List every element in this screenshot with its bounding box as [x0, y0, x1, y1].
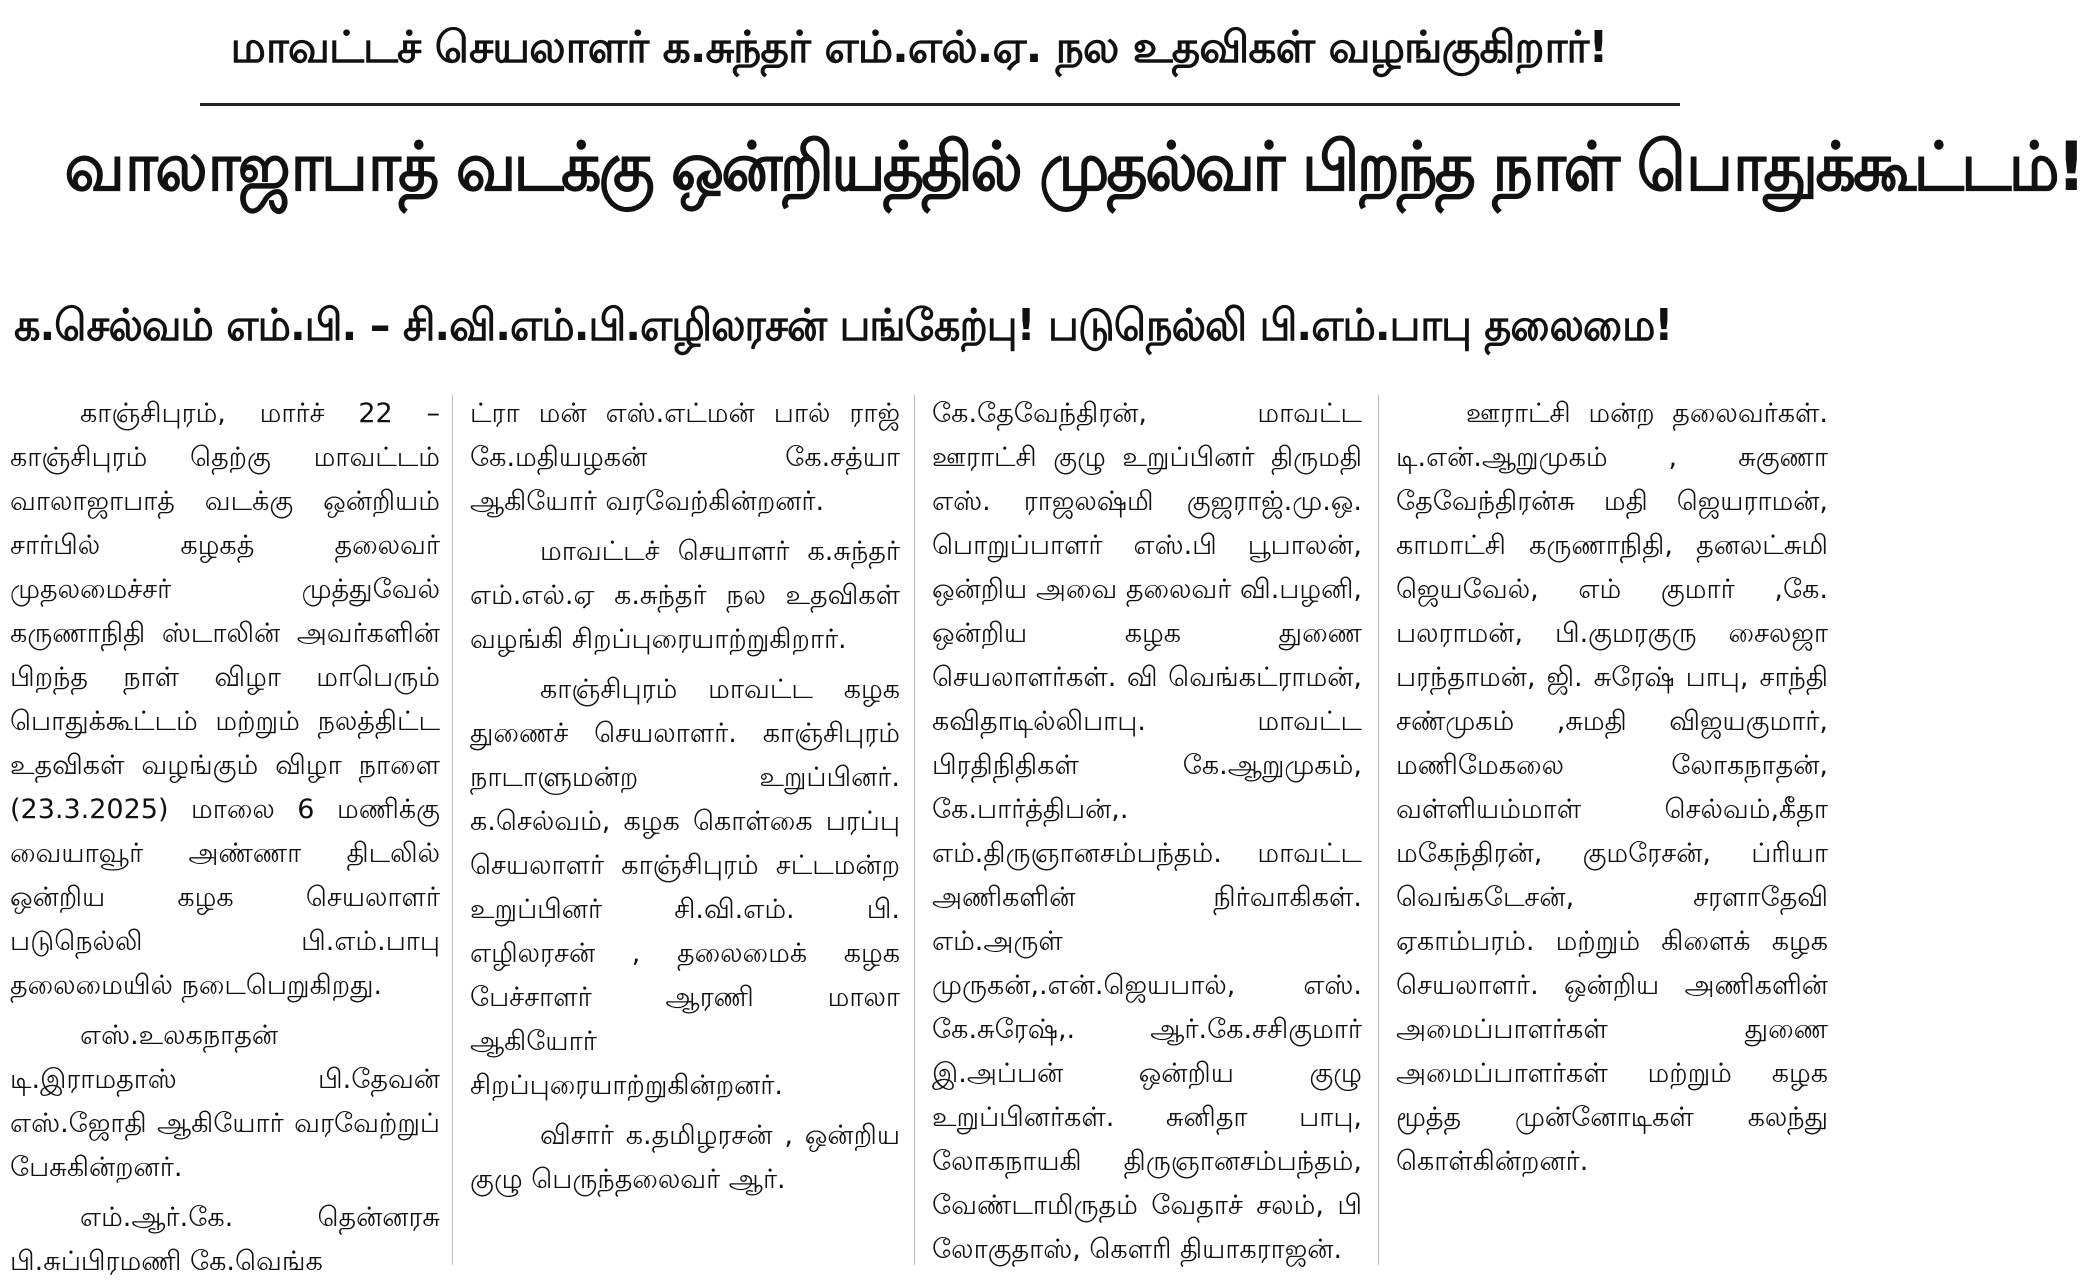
paragraph: எம்.ஆர்.கே. தென்னரசு பி.சுப்பிரமணி கே.வெங்க [10, 1202, 440, 1277]
paragraph: விசார் க.தமிழரசன் , ஒன்றிய குழு பெருந்தலைவர் ஆர். [470, 1120, 900, 1195]
article-column-3 [932, 392, 1362, 1272]
kicker-headline: மாவட்டச் செயலாளர் க.சுந்தர் எம்.எல்.ஏ. நல உதவிகள் வழங்குகிறார்! [230, 22, 1608, 73]
paragraph: ட்ரா மன் எஸ்.எட்மன் பால் ராஜ் கே.மதியழகன் கே.சத்யா ஆகியோர் வரவேற்கின்றனர். [470, 398, 900, 517]
article-column-4 [1396, 392, 1828, 1272]
paragraph: கே.தேவேந்திரன், மாவட்ட ஊராட்சி குழு உறுப்பினர் திருமதி எஸ். ராஜலஷ்மி குஜராஜ்.மு.ஒ. பொறுப்பாளர் எஸ்.பி பூபாலன், ஒன்றிய அவை தலைவர் வி.பழனி, ஒன்றிய கழக துணை செயலாளர்கள். வி வெங்கட்ராமன், கவிதாடில்லிபாபு. மாவட்ட பிரதிநிதிகள் கே.ஆறுமுகம், கே.பார்த்திபன்,. எம்.திருஞானசம்பந்தம். மாவட்ட அணிகளின் நிர்வாகிகள். எம்.அருள் முருகன்,.என்.ஜெயபால், எஸ். கே.சுரேஷ்,. ஆர்.கே.சசிகுமார் இ.அப்பன் ஒன்றிய குழு உறுப்பினர்கள். சுனிதா பாபு, லோகநாயகி திருஞானசம்பந்தம், வேண்டாமிருதம் வேதாச் சலம், பி லோகுதாஸ், கௌரி தியாகராஜன். [932, 398, 1362, 1265]
paragraph: எஸ்.உலகநாதன் டி.இராமதாஸ் பி.தேவன் எஸ்.ஜோதி ஆகியோர் வரவேற்றுப் பேசுகின்றனர். [10, 1020, 440, 1183]
column-divider [1378, 395, 1379, 1265]
column-divider [914, 395, 915, 1265]
subheadline: க.செல்வம் எம்.பி. – சி.வி.எம்.பி.எழிலரசன் பங்கேற்பு! படுநெல்லி பி.எம்.பாபு தலைமை! [14, 300, 1673, 351]
kicker-rule [200, 103, 1680, 106]
paragraph: மாவட்டச் செயாளர் க.சுந்தர் எம்.எல்.ஏ க.சுந்தர் நல உதவிகள் வழங்கி சிறப்புரையாற்றுகிறார். [470, 536, 900, 655]
paragraph: காஞ்சிபுரம், மார்ச் 22 – காஞ்சிபுரம் தெற்கு மாவட்டம் வாலாஜாபாத் வடக்கு ஒன்றியம் சார்பில் கழகத் தலைவர் முதலமைச்சர் முத்துவேல் கருணாநிதி ஸ்டாலின் அவர்களின் பிறந்த நாள் விழா மாபெரும் பொதுக்கூட்டம் மற்றும் நலத்திட்ட உதவிகள் வழங்கும் விழா நாளை (23.3.2025) மாலை 6 மணிக்கு வையாவூர் அண்ணா திடலில் ஒன்றிய கழக செயலாளர் படுநெல்லி பி.எம்.பாபு தலைமையில் நடைபெறுகிறது. [10, 398, 440, 1001]
article-column-2 [470, 392, 900, 1272]
paragraph: காஞ்சிபுரம் மாவட்ட கழக துணைச் செயலாளர். காஞ்சிபுரம் நாடாளுமன்ற உறுப்பினர். க.செல்வம், கழக கொள்கை பரப்பு செயலாளர் காஞ்சிபுரம் சட்டமன்ற உறுப்பினர் சி.வி.எம். பி. எழிலரசன் , தலைமைக் கழக பேச்சாளர் ஆரணி மாலா ஆகியோர் சிறப்புரையாற்றுகின்றனர். [470, 674, 900, 1101]
paragraph: ஊராட்சி மன்ற தலைவர்கள். டி.என்.ஆறுமுகம் , சுகுணா தேவேந்திரன்சு மதி ஜெயராமன், காமாட்சி கருணாநிதி, தனலட்சுமி ஜெயவேல், எம் குமார் ,கே. பலராமன், பி.குமரகுரு சைலஜா பரந்தாமன், ஜி. சுரேஷ் பாபு, சாந்தி சண்முகம் ,சுமதி விஜயகுமார், மணிமேகலை லோகநாதன், வள்ளியம்மாள் செல்வம்,கீதா மகேந்திரன், குமரேசன், ப்ரியா வெங்கடேசன், சரளாதேவி ஏகாம்பரம். மற்றும் கிளைக் கழக செயலாளர். ஒன்றிய அணிகளின் அமைப்பாளர்கள் துணை அமைப்பாளர்கள் மற்றும் கழக மூத்த முன்னோடிகள் கலந்து கொள்கின்றனர். [1396, 398, 1828, 1177]
article-column-1 [10, 392, 440, 1277]
column-divider [452, 395, 453, 1265]
main-headline: வாலாஜாபாத் வடக்கு ஒன்றியத்தில் முதல்வர் பிறந்த நாள் பொதுக்கூட்டம்! [64, 128, 2083, 207]
